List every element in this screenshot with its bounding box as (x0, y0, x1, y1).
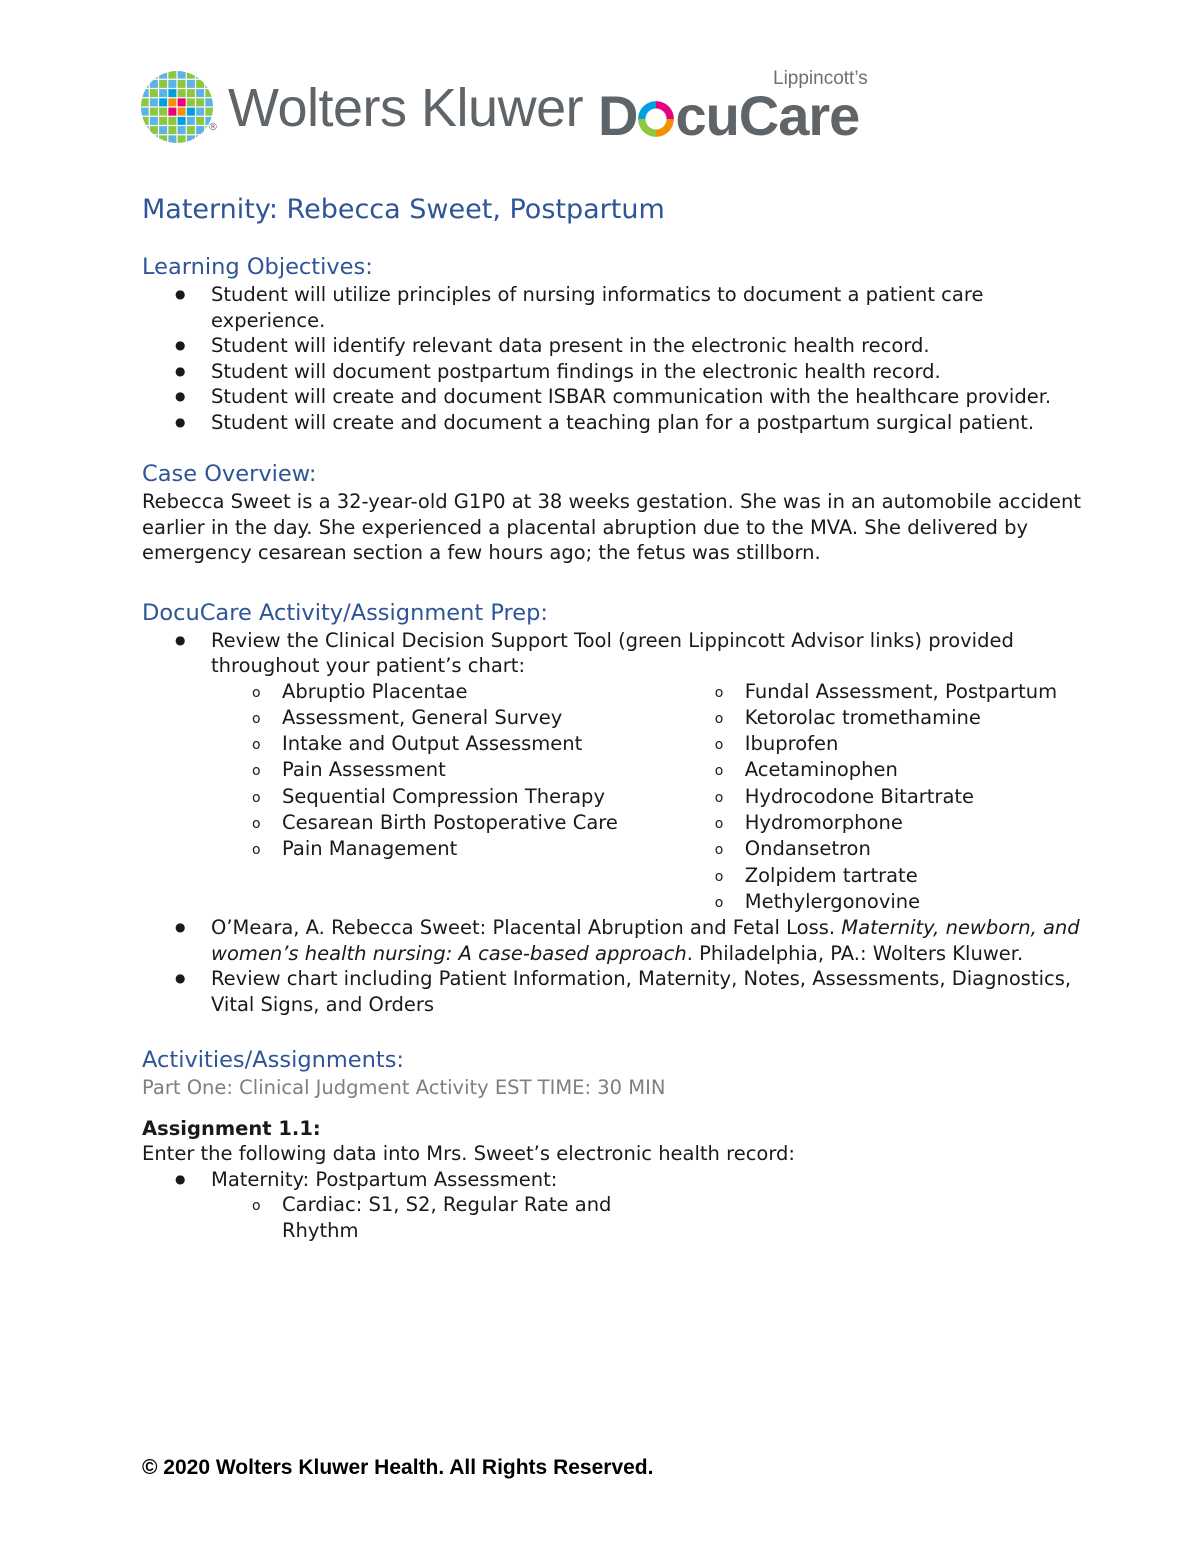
assignment-title: Assignment 1.1: (142, 1116, 321, 1140)
product-prefix: Lippincott’s (773, 68, 868, 89)
objectives-list (142, 282, 1082, 435)
globe-tile (178, 71, 186, 79)
list-item: ● Maternity: Postpartum Assessment: (211, 1167, 1082, 1193)
advisor-link[interactable]: o Ibuprofen (745, 731, 1082, 757)
globe-tile (141, 117, 149, 125)
advisor-links-col2 (745, 679, 1082, 916)
globe-tile (187, 98, 195, 106)
overview-heading: Case Overview: (142, 461, 317, 487)
globe-tile (159, 108, 167, 116)
advisor-link[interactable]: o Intake and Output Assessment (282, 731, 745, 757)
globe-tile (196, 117, 204, 125)
globe-tile (178, 108, 186, 116)
globe-tile (141, 80, 149, 88)
list-item: ● Student will utilize principles of nursing informatics to document a patient care experience. (211, 282, 1082, 333)
reference-item: ● O’Meara, A. Rebecca Sweet: Placental Abruption and Fetal Loss. Maternity, newborn, and women’s health nursing: A case-based approach. Philadelphia, PA.: Wolters Kluwer. (211, 915, 1082, 966)
globe-tile (141, 71, 149, 79)
globe-tile (168, 80, 176, 88)
brand-name: Wolters Kluwer (228, 78, 584, 138)
advisor-link[interactable]: o Ketorolac tromethamine (745, 705, 1082, 731)
globe-tile (159, 89, 167, 97)
advisor-link[interactable]: o Hydromorphone (745, 810, 1082, 836)
registered-mark: ® (208, 122, 218, 133)
globe-tile (196, 80, 204, 88)
globe-tile (205, 89, 213, 97)
globe-tile (187, 89, 195, 97)
advisor-link[interactable]: o Sequential Compression Therapy (282, 784, 745, 810)
advisor-link[interactable]: o Acetaminophen (745, 757, 1082, 783)
globe-tile (159, 98, 167, 106)
globe-tile (187, 71, 195, 79)
globe-tile (168, 117, 176, 125)
globe-tile (205, 135, 213, 143)
globe-tile (150, 108, 158, 116)
globe-tile (205, 108, 213, 116)
globe-tile (168, 108, 176, 116)
globe-tile (196, 89, 204, 97)
globe-tile (159, 71, 167, 79)
globe-tile (150, 98, 158, 106)
globe-tile (178, 89, 186, 97)
globe-tile (150, 71, 158, 79)
globe-tile (178, 117, 186, 125)
list-item: o Cardiac: S1, S2, Regular Rate and Rhythm (282, 1192, 631, 1245)
globe-tile (159, 135, 167, 143)
assignment-list (142, 1167, 1082, 1193)
advisor-link[interactable]: o Zolpidem tartrate (745, 863, 1082, 889)
wolters-kluwer-docucare-logo (140, 68, 868, 147)
globe-tile (196, 98, 204, 106)
list-item: ● Student will create and document ISBAR communication with the healthcare provider. (211, 384, 1082, 410)
activities-heading: Activities/Assignments: (142, 1047, 405, 1074)
list-item: ● Review chart including Patient Information, Maternity, Notes, Assessments, Diagnostics, Vital Signs, and Orders (211, 966, 1082, 1017)
globe-tile (141, 108, 149, 116)
advisor-link[interactable]: o Fundal Assessment, Postpartum (745, 679, 1082, 705)
globe-tile (196, 71, 204, 79)
globe-tile (150, 135, 158, 143)
globe-tile (205, 71, 213, 79)
globe-tile (187, 126, 195, 134)
advisor-link[interactable]: o Pain Assessment (282, 757, 745, 783)
assignment-intro: Enter the following data into Mrs. Sweet’s electronic health record: (142, 1142, 795, 1166)
list-item: ● Student will document postpartum findings in the electronic health record. (211, 359, 1082, 385)
globe-tile (141, 135, 149, 143)
advisor-link[interactable]: o Hydrocodone Bitartrate (745, 784, 1082, 810)
prep-heading: DocuCare Activity/Assignment Prep: (142, 599, 548, 626)
wolters-kluwer-globe-icon (140, 70, 214, 144)
advisor-link[interactable]: o Pain Management (282, 836, 745, 862)
advisor-link[interactable]: o Methylergonovine (745, 889, 1082, 915)
globe-tile (196, 135, 204, 143)
globe-tile (178, 126, 186, 134)
list-item: ● Student will create and document a teaching plan for a postpartum surgical patient. (211, 410, 1082, 436)
globe-tile (168, 89, 176, 97)
document-content (142, 190, 1082, 1245)
globe-tile (187, 80, 195, 88)
globe-tile (168, 135, 176, 143)
globe-tile (187, 108, 195, 116)
globe-tile (178, 98, 186, 106)
product-name: D cuCare (598, 84, 860, 147)
globe-tile (141, 126, 149, 134)
overview-text: Rebecca Sweet is a 32-year-old G1P0 at 38 weeks gestation. She was in an automobile accident earlier in the day. She experienced a placental abruption due to the MVA. She delivered by emergency cesarean section a few hours ago; the fetus was stillborn. (142, 490, 1082, 564)
globe-tile (150, 80, 158, 88)
prep-list (142, 628, 1082, 679)
advisor-link[interactable]: o Ondansetron (745, 836, 1082, 862)
globe-tile (178, 80, 186, 88)
objectives-heading: Learning Objectives: (142, 254, 373, 280)
globe-tile (150, 117, 158, 125)
globe-tile (187, 117, 195, 125)
globe-tile (150, 89, 158, 97)
advisor-link[interactable]: o Abruptio Placentae (282, 679, 745, 705)
globe-tile (168, 126, 176, 134)
assessment-sublist (211, 1192, 631, 1245)
globe-tile (159, 117, 167, 125)
globe-tile (141, 98, 149, 106)
docucare-o-ring-icon (638, 101, 674, 137)
globe-tile (168, 71, 176, 79)
advisor-links-col1 (211, 679, 745, 916)
assessment-sublist-wrap (211, 1192, 631, 1245)
globe-tile (205, 80, 213, 88)
copyright-footer: © 2020 Wolters Kluwer Health. All Rights Reserved. (142, 1456, 654, 1479)
globe-tile (141, 89, 149, 97)
globe-tile (187, 135, 195, 143)
advisor-link[interactable]: o Assessment, General Survey (282, 705, 745, 731)
globe-tile (205, 98, 213, 106)
globe-tile (178, 135, 186, 143)
prep-list-continued (142, 915, 1082, 1017)
list-item: ● Student will identify relevant data present in the electronic health record. (211, 333, 1082, 359)
list-item: ● Review the Clinical Decision Support Tool (green Lippincott Advisor links) provided throughout your patient’s chart: (211, 628, 1082, 679)
globe-tile (168, 98, 176, 106)
globe-tile (196, 108, 204, 116)
globe-tile (159, 80, 167, 88)
advisor-links-columns (211, 679, 1082, 916)
globe-tile (150, 126, 158, 134)
part-one-label: Part One: Clinical Judgment Activity EST TIME: 30 MIN (142, 1076, 666, 1100)
globe-tile (196, 126, 204, 134)
globe-tile (159, 126, 167, 134)
advisor-link[interactable]: o Cesarean Birth Postoperative Care (282, 810, 745, 836)
page-title: Maternity: Rebecca Sweet, Postpartum (142, 194, 665, 225)
